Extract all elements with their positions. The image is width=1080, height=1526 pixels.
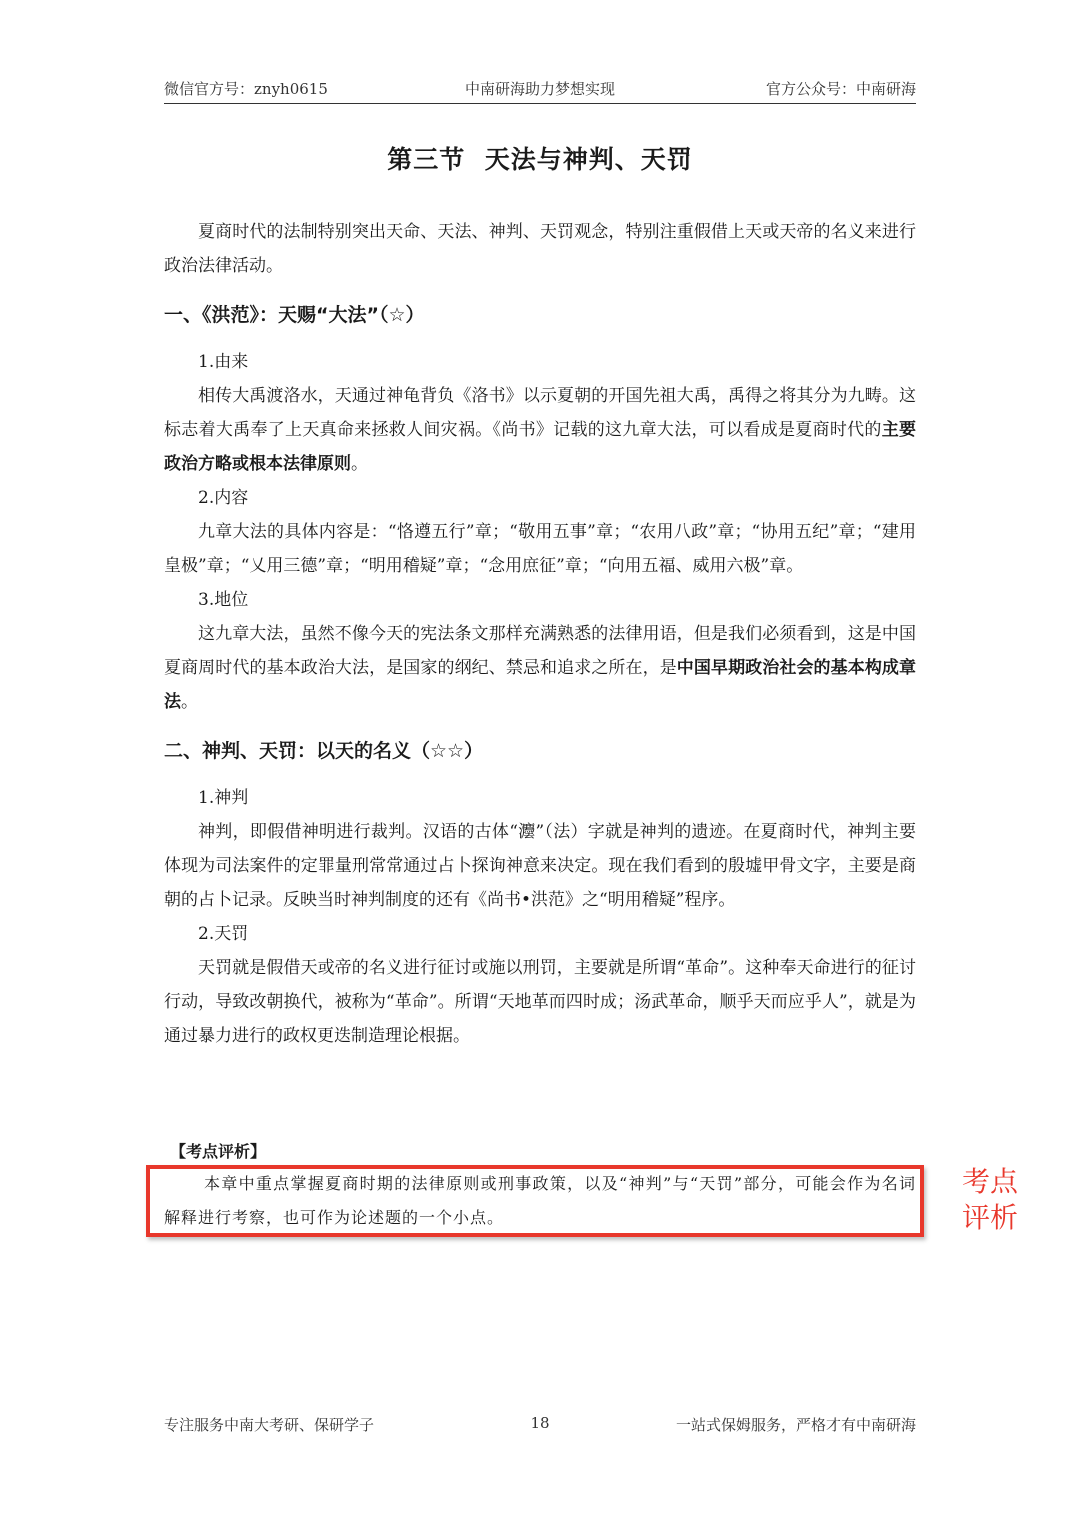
page-number: 18: [530, 1414, 550, 1432]
page-footer: [164, 1414, 916, 1438]
subheading-content: 2.内容: [198, 488, 249, 508]
paragraph-origin: 相传大禹渡洛水，天通过神龟背负《洛书》以示夏朝的开国先祖大禹，禹得之将其分为九畴。这标志着大禹奉了上天真命来拯救人间灾祸。《尚书》记载的这九章大法，可以看成是夏商时代的主要政治方略或根本法律原则。: [164, 386, 917, 474]
footer-left-slogan: 专注服务中南大考研、保研学子: [164, 1416, 375, 1434]
side-label-line-2: 评析: [962, 1201, 1019, 1234]
page-header: [164, 78, 916, 104]
footer-right-slogan: 一站式保姆服务，严格才有中南研海: [675, 1416, 916, 1434]
subheading-origin: 1.由来: [198, 352, 249, 372]
paragraph-divine-judgment: 神判，即假借神明进行裁判。汉语的古体“灋”（法）字就是神判的遗迹。在夏商时代，神判主要体现为司法案件的定罪量刑常常通过占卜探询神意来决定。现在我们看到的殷墟甲骨文字，主要是商朝的占卜记录。反映当时神判制度的还有《尚书•洪范》之“明用稽疑”程序。: [164, 822, 916, 910]
header-wechat-id: 微信官方号：znyh0615: [164, 80, 328, 98]
section-heading-divine-judgment: 二、神判、天罚：以天的名义（☆☆）: [164, 740, 484, 762]
exam-analysis-heading: 【考点评析】: [170, 1142, 267, 1161]
bold-emphasis: 中国早期政治社会的基本构成章法: [164, 658, 917, 712]
exam-analysis-side-label: [962, 1164, 1032, 1236]
subheading-status: 3.地位: [198, 590, 249, 610]
header-official-account: 官方公众号：中南研海: [765, 80, 916, 98]
paragraph-status: 这九章大法，虽然不像今天的宪法条文那样充满熟悉的法律用语，但是我们必须看到，这是中国夏商周时代的基本政治大法，是国家的纲纪、禁忌和追求之所在，是中国早期政治社会的基本构成章法。: [164, 624, 917, 712]
side-label-line-1: 考点: [962, 1165, 1019, 1198]
subheading-divine-judgment: 1.神判: [198, 788, 249, 808]
paragraph-content: 九章大法的具体内容是：“恪遵五行”章；“敬用五事”章；“农用八政”章；“协用五纪”章；“建用皇极”章；“乂用三德”章；“明用稽疑”章；“念用庶征”章；“向用五福、威用六极”章。: [164, 522, 916, 576]
bold-emphasis: 主要政治方略或根本法律原则: [164, 420, 917, 474]
document-body: [164, 215, 916, 1053]
page-title: 第三节 天法与神判、天罚: [387, 145, 693, 174]
section-heading-hongfan: 一、《洪范》：天赐“大法”（☆）: [164, 304, 425, 326]
intro-paragraph: 夏商时代的法制特别突出天命、天法、神判、天罚观念，特别注重假借上天或天帝的名义来进行政治法律活动。: [164, 222, 916, 276]
header-divider: [164, 103, 916, 104]
exam-analysis-text: 本章中重点掌握夏商时期的法律原则或刑事政策，以及“神判”与“天罚”部分，可能会作为名词解释进行考察，也可作为论述题的一个小点。: [164, 1174, 916, 1227]
header-slogan: 中南研海助力梦想实现: [464, 80, 615, 98]
subheading-heavenly-punishment: 2.天罚: [198, 924, 249, 944]
paragraph-heavenly-punishment: 天罚就是假借天或帝的名义进行征讨或施以刑罚，主要就是所谓“革命”。这种奉天命进行的征讨行动，导致改朝换代，被称为“革命”。所谓“天地革而四时成；汤武革命，顺乎天而应乎人”，就是为通过暴力进行的政权更迭制造理论根据。: [164, 958, 916, 1046]
